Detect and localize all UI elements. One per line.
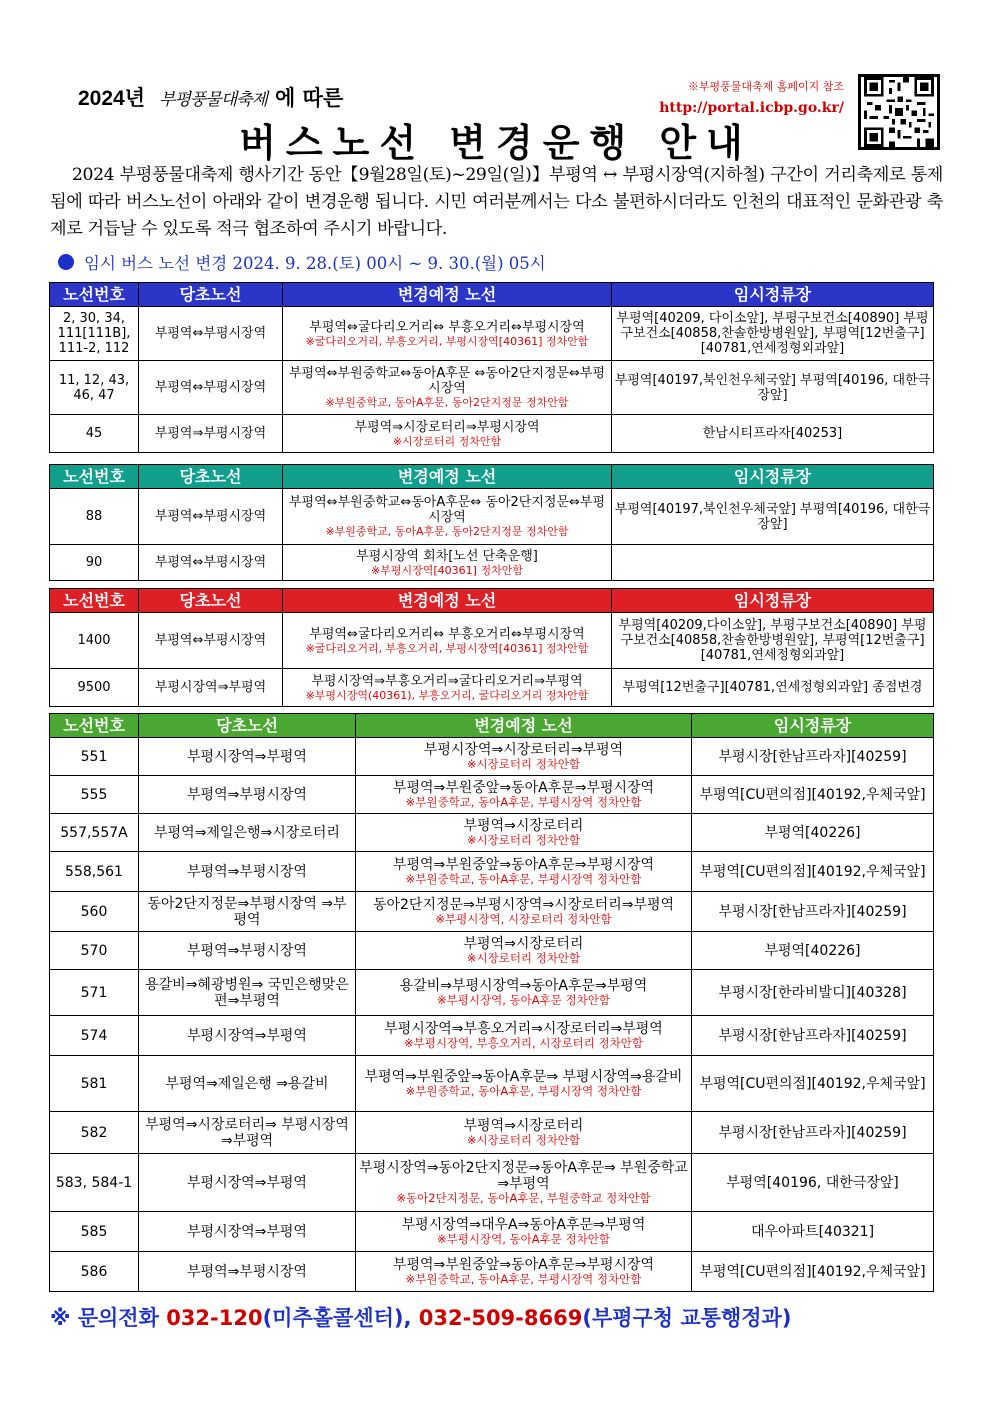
no-stop-note: ※굴다리오거리, 부흥오거리, 부평시장역[40361] 정차안함	[305, 641, 589, 655]
contact-label-2: (부평구청 교통행정과)	[582, 1306, 792, 1330]
table-row	[50, 545, 934, 581]
temp-stops: 부평역[CU편의점][40192,우체국앞]	[692, 776, 934, 814]
no-stop-note: ※부원중학교, 동아A후문, 부평시장역 정차안함	[405, 1084, 642, 1098]
changed-route-text: 부평역⇒시장로터리	[463, 1118, 584, 1134]
temp-stops: 부평시장[한남프라자][40259]	[692, 1016, 934, 1056]
col-number: 노선번호	[50, 714, 139, 738]
bullet-icon	[58, 254, 74, 270]
changed-route-text: 부평시장역⇒대우A⇒동아A후문⇒부평역	[401, 1217, 646, 1233]
changed-route-text: 부평역⇒부원중앞⇒동아A후문⇒ 부평시장역⇒용갈비	[364, 1069, 683, 1085]
table-row	[50, 489, 934, 545]
changed-route-text: 부평역⇒시장로터리⇒부평시장역	[354, 419, 540, 435]
original-route: 부평역⇔부평시장역	[139, 613, 283, 669]
no-stop-note: ※부평시장역, 동아A후문 정차안함	[437, 1232, 610, 1246]
homepage-reference	[659, 78, 844, 116]
table-row	[50, 613, 934, 669]
no-stop-note: ※시장로터리 정차안함	[466, 757, 581, 771]
route-number: 557,557A	[50, 814, 139, 852]
table-row	[50, 1212, 934, 1252]
changed-route-text: 부평시장역⇒부흥오거리⇒시장로터리⇒부평역	[384, 1021, 663, 1037]
temp-stops: 부평역[40209,다이소앞], 부평구보건소[40890] 부평구보건소[40858,찬솔한방병원앞], 부평역[12번출구][40781,연세정형외과앞]	[612, 613, 934, 669]
route-number: 574	[50, 1016, 139, 1056]
contact-label-1: (미추홀콜센터),	[262, 1306, 419, 1330]
temp-stops: 부평역[CU편의점][40192,우체국앞]	[692, 1056, 934, 1112]
table-row	[50, 814, 934, 852]
route-number: 555	[50, 776, 139, 814]
temp-stops: 부평역[40197,북인천우체국앞] 부평역[40196, 대한극장앞]	[612, 489, 934, 545]
changed-route-text: 부평역⇒부원중앞⇒동아A후문⇒부평시장역	[392, 780, 655, 796]
col-stops: 임시정류장	[612, 589, 934, 613]
col-original: 당초노선	[139, 714, 356, 738]
temp-stops: 부평역[CU편의점][40192,우체국앞]	[692, 1252, 934, 1292]
no-stop-note: ※부원중학교, 동아A후문, 부평시장역 정차안함	[405, 1272, 642, 1286]
changed-route-text: 부평시장역⇒동아2단지정문⇒동아A후문⇒ 부원중학교⇒부평역	[359, 1160, 688, 1192]
original-route: 부평시장역⇒부평역	[139, 1154, 356, 1212]
changed-route-text: 부평역⇔굴다리오거리⇔ 부흥오거리⇔부평시장역	[309, 319, 585, 335]
col-number: 노선번호	[50, 283, 139, 307]
temp-stops: 한남시티프라자[40253]	[612, 415, 934, 453]
changed-route-text: 용갈비⇒부평시장역⇒동아A후문⇒부평역	[399, 978, 648, 994]
no-stop-note: ※굴다리오거리, 부흥오거리, 부평시장역[40361] 정차안함	[305, 334, 589, 348]
temp-stops	[612, 545, 934, 581]
temp-stops: 부평역[CU편의점][40192,우체국앞]	[692, 852, 934, 892]
original-route: 부평역⇔부평시장역	[139, 307, 283, 361]
col-original: 당초노선	[139, 465, 283, 489]
festival-logo: 부평풍물대축제	[159, 89, 267, 110]
changed-route	[283, 613, 612, 669]
page-title: 버스노선 변경운행 안내	[239, 121, 753, 165]
route-table-2	[49, 464, 934, 581]
changed-route-text: 부평역⇒부원중앞⇒동아A후문⇒부평시장역	[392, 857, 655, 873]
changed-route	[356, 1252, 692, 1292]
changed-route-text: 부평역⇒부원중앞⇒동아A후문⇒부평시장역	[392, 1257, 655, 1273]
no-stop-note: ※부평시장역, 시장로터리 정차안함	[435, 912, 612, 926]
temp-stops: 부평역[40226]	[692, 814, 934, 852]
original-route: 부평역⇒부평시장역	[139, 852, 356, 892]
original-route: 부평시장역⇒부평역	[139, 738, 356, 776]
changed-route	[356, 1112, 692, 1154]
table-row	[50, 892, 934, 932]
table-row	[50, 1154, 934, 1212]
no-stop-note: ※시장로터리 정차안함	[466, 833, 581, 847]
original-route: 부평역⇔부평시장역	[139, 489, 283, 545]
no-stop-note: ※동아2단지정문, 동아A후문, 부원중학교 정차안함	[396, 1191, 651, 1205]
table-row	[50, 1016, 934, 1056]
col-number: 노선번호	[50, 465, 139, 489]
temp-stops: 부평역[40196, 대한극장앞]	[692, 1154, 934, 1212]
table-row	[50, 1252, 934, 1292]
original-route: 부평역⇒부평시장역	[139, 415, 283, 453]
original-route: 부평역⇒제일은행 ⇒용갈비	[139, 1056, 356, 1112]
route-number: 2, 30, 34, 111[111B], 111-2, 112	[50, 307, 139, 361]
no-stop-note: ※시장로터리 정차안함	[392, 434, 502, 448]
route-number: 583, 584-1	[50, 1154, 139, 1212]
changed-route-text: 부평역⇔부원중학교⇔동아A후문⇔ 동아2단지정문⇔부평시장역	[288, 495, 606, 525]
original-route: 부평시장역⇒부평역	[139, 1212, 356, 1252]
after-text: 에 따른	[274, 86, 344, 110]
changed-route	[356, 892, 692, 932]
table-row	[50, 307, 934, 361]
table-row	[50, 415, 934, 453]
changed-route-text: 부평역⇔굴다리오거리⇔ 부흥오거리⇔부평시장역	[309, 626, 585, 642]
header-line	[78, 80, 378, 114]
no-stop-note: ※시장로터리 정차안함	[466, 951, 581, 965]
no-stop-note: ※부평시장역(40361), 부흥오거리, 굴다리오거리 정차안함	[305, 688, 589, 702]
changed-route-text: 부평역⇒시장로터리	[463, 936, 584, 952]
temp-stops: 대우아파트[40321]	[692, 1212, 934, 1252]
changed-route-text: 부평시장역⇒시장로터리⇒부평역	[423, 742, 624, 758]
route-number: 560	[50, 892, 139, 932]
col-stops: 임시정류장	[692, 714, 934, 738]
temp-stops: 부평시장[한라비발디][40328]	[692, 970, 934, 1016]
route-number: 1400	[50, 613, 139, 669]
no-stop-note: ※부평시장역, 동아A후문 정차안함	[437, 993, 610, 1007]
original-route: 부평역⇒부평시장역	[139, 776, 356, 814]
changed-route	[356, 738, 692, 776]
no-stop-note: ※부원중학교, 동아A후문, 부평시장역 정차안함	[405, 872, 642, 886]
changed-route	[356, 1212, 692, 1252]
changed-route	[283, 545, 612, 581]
contact-line	[50, 1302, 791, 1332]
temp-stops: 부평역[12번출구][40781,연세정형외과앞] 종점변경	[612, 669, 934, 707]
route-number: 570	[50, 932, 139, 970]
route-number: 558,561	[50, 852, 139, 892]
changed-route	[283, 489, 612, 545]
changed-route-text: 동아2단지정문⇒부평시장역⇒시장로터리⇒부평역	[372, 897, 675, 913]
col-changed: 변경예정 노선	[283, 283, 612, 307]
temp-stops: 부평시장[한남프라자][40259]	[692, 892, 934, 932]
changed-route	[356, 852, 692, 892]
phone-number-1[interactable]: 032-120	[166, 1306, 263, 1330]
table-row	[50, 361, 934, 415]
changed-route	[356, 932, 692, 970]
col-changed: 변경예정 노선	[283, 589, 612, 613]
changed-route	[356, 1154, 692, 1212]
homepage-link[interactable]: http://portal.icbp.go.kr/	[659, 100, 844, 116]
col-changed: 변경예정 노선	[283, 465, 612, 489]
changed-route-text: 부평시장역 회차[노선 단축운행]	[356, 548, 538, 564]
changed-route-text: 부평역⇔부원중학교⇔동아A후문 ⇔동아2단지정문⇔부평시장역	[288, 366, 606, 396]
original-route: 부평역⇒부평시장역	[139, 932, 356, 970]
changed-route-text: 부평역⇒시장로터리	[463, 818, 584, 834]
changed-route	[283, 361, 612, 415]
route-number: 11, 12, 43, 46, 47	[50, 361, 139, 415]
table-row	[50, 776, 934, 814]
route-number: 586	[50, 1252, 139, 1292]
changed-route	[356, 776, 692, 814]
col-original: 당초노선	[139, 283, 283, 307]
original-route: 부평역⇔부평시장역	[139, 545, 283, 581]
phone-number-2[interactable]: 032-509-8669	[418, 1306, 583, 1330]
route-number: 551	[50, 738, 139, 776]
table-row	[50, 669, 934, 707]
contact-prefix: ※ 문의전화	[50, 1306, 167, 1330]
temp-stops: 부평시장[한남프라자][40259]	[692, 1112, 934, 1154]
year-text: 2024년	[78, 87, 146, 110]
intro-paragraph: 2024 부평풍물대축제 행사기간 동안【9월28일(토)~29일(일)】부평역 ↔ 부평시장역(지하철) 구간이 거리축제로 통제됨에 따라 버스노선이 아래와 같이 변경운행 됩니다. 시민 여러분께서는 다소 불편하시더라도 인천의 대표적인 문화관광 축제로 거듭날 수 있도록 적극 협조하여 주시기 바랍니다.	[50, 165, 943, 239]
original-route: 부평시장역⇒부평역	[139, 1016, 356, 1056]
table-row	[50, 1112, 934, 1154]
route-number: 88	[50, 489, 139, 545]
original-route: 부평역⇒제일은행⇒시장로터리	[139, 814, 356, 852]
route-table-1	[49, 282, 934, 453]
route-table-3	[49, 588, 934, 707]
changed-route-text: 부평시장역⇒부흥오거리⇒굴다리오거리⇒부평역	[311, 673, 583, 689]
col-changed: 변경예정 노선	[356, 714, 692, 738]
col-original: 당초노선	[139, 589, 283, 613]
original-route: 부평시장역⇒부평역	[139, 669, 283, 707]
period-text: 임시 버스 노선 변경 2024. 9. 28.(토) 00시 ~ 9. 30.(월) 05시	[84, 254, 546, 273]
temp-stops: 부평역[40209, 다이소앞], 부평구보건소[40890] 부평구보건소[40858,찬솔한방병원앞], 부평역[12번출구][40781,연세정형외과앞]	[612, 307, 934, 361]
original-route: 부평역⇒시장로터리⇒ 부평시장역⇒부평역	[139, 1112, 356, 1154]
changed-route	[356, 1016, 692, 1056]
temp-stops: 부평시장[한남프라자][40259]	[692, 738, 934, 776]
no-stop-note: ※부원중학교, 동아A후문, 동아2단지정문 정차안함	[325, 525, 569, 538]
temp-stops: 부평역[40197,북인천우체국앞] 부평역[40196, 대한극장앞]	[612, 361, 934, 415]
route-number: 585	[50, 1212, 139, 1252]
table-row	[50, 852, 934, 892]
table-row	[50, 738, 934, 776]
no-stop-note: ※부원중학교, 동아A후문, 부평시장역 정차안함	[405, 795, 642, 809]
table-row	[50, 970, 934, 1016]
changed-route	[283, 415, 612, 453]
reference-note: ※부평풍물대축제 홈페이지 참조	[687, 80, 844, 93]
period-line	[58, 250, 546, 274]
no-stop-note: ※부원중학교, 동아A후문, 동아2단지정문 정차안함	[325, 396, 569, 409]
col-stops: 임시정류장	[612, 283, 934, 307]
changed-route	[356, 970, 692, 1016]
route-number: 571	[50, 970, 139, 1016]
no-stop-note: ※시장로터리 정차안함	[466, 1133, 581, 1147]
col-number: 노선번호	[50, 589, 139, 613]
changed-route	[283, 669, 612, 707]
table-row	[50, 932, 934, 970]
route-number: 9500	[50, 669, 139, 707]
changed-route	[356, 1056, 692, 1112]
route-number: 581	[50, 1056, 139, 1112]
original-route: 동아2단지정문⇒부평시장역 ⇒부평역	[139, 892, 356, 932]
route-number: 90	[50, 545, 139, 581]
original-route: 부평역⇒부평시장역	[139, 1252, 356, 1292]
no-stop-note: ※부평시장역[40361] 정차안함	[371, 563, 523, 577]
route-number: 582	[50, 1112, 139, 1154]
original-route: 부평역⇔부평시장역	[139, 361, 283, 415]
route-table-4	[49, 713, 934, 1292]
no-stop-note: ※부평시장역, 부흥오거리, 시장로터리 정차안함	[404, 1036, 643, 1050]
route-number: 45	[50, 415, 139, 453]
changed-route	[356, 814, 692, 852]
col-stops: 임시정류장	[612, 465, 934, 489]
temp-stops: 부평역[40226]	[692, 932, 934, 970]
changed-route	[283, 307, 612, 361]
original-route: 용갈비⇒혜광병원⇒ 국민은행맞은편⇒부평역	[139, 970, 356, 1016]
table-row	[50, 1056, 934, 1112]
